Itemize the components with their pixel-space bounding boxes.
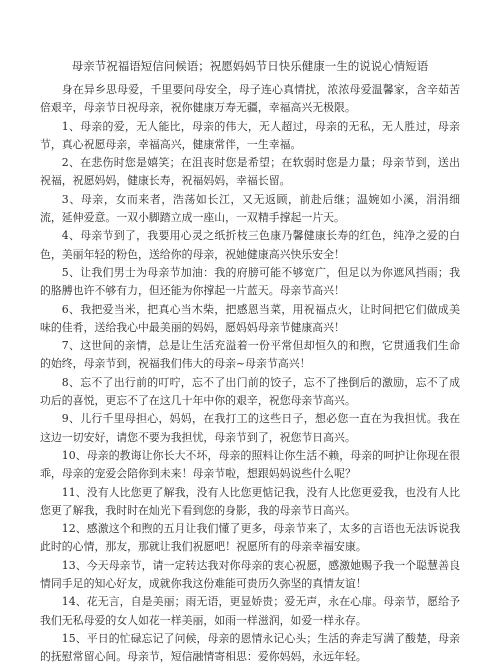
paragraph: 2、在悲伤时您是嬉笑；在沮丧时您是希望；在软弱时您是力量；母亲节到，送出祝福，祝愿妈妈，健康长寿，祝福妈妈，幸福长留。: [40, 156, 460, 188]
paragraph: 9、儿行千里母担心，妈妈，在我打工的这些日子，想必您一直在为我担忧。我在这边一切安好，请您不要为我担忧，母亲节到了，祝您节日高兴。: [40, 412, 460, 444]
paragraph: 10、母亲的教诲让你长大不坏，母亲的照料让你生活不赖，母亲的呵护让你现在很乖，母亲的宠爱会陪你到未来！母亲节啦，想跟妈妈说些什么呢？: [40, 448, 460, 481]
paragraph: 身在异乡思母爱，千里要问母安全，母子连心真情扰，浓浓母爱温馨家，含辛茹苦倍艰辛，母亲节日祝母亲，祝你健康万寿无疆，幸福高兴无极限。: [40, 83, 460, 115]
paragraph: 4、母亲节到了，我要用心灵之纸折枝三色康乃馨健康长寿的红色，纯净之爱的白色，美丽年轻的粉色，送给你的母亲，祝她健康高兴快乐安全！: [40, 229, 460, 261]
paragraph: 1、母亲的爱，无人能比，母亲的伟大，无人超过，母亲的无私，无人胜过，母亲节，真心祝愿母亲，幸福高兴，健康常伴，一生幸福。: [40, 119, 460, 151]
document-body: [40, 81, 460, 667]
paragraph: 14、花无言，自是美丽；雨无语，更显娇贵；爱无声，永在心扉。母亲节，愿给予我们无私母爱的女人如花一样美丽，如雨一样滋润，如爱一样永存。: [40, 595, 460, 627]
paragraph: 11、没有人比您更了解我，没有人比您更惦记我，没有人比您更爱我，也没有人比您更了解我，我时时在灿光下看到您的身影，我的母亲节日高兴。: [40, 485, 460, 517]
paragraph: 3、母亲，女而来者，浩荡如长江，又无返顾，前赴后继；温婉如小溪，涓涓细流，延伸爱意。一双小脚踏立成一座山，一双精手撑起一片天。: [40, 192, 460, 225]
paragraph: 15、平日的忙碌忘记了问候，母亲的恩情永记心头；生活的奔走写满了酸楚，母亲的抚慰常留心间。母亲节，短信融情寄相思：爱你妈妈，永远年轻。: [40, 631, 460, 664]
document-title: 母亲节祝福语短信问候语；祝愿妈妈节日快乐健康一生的说说心情短语: [71, 59, 429, 73]
paragraph: 5、让我们男士为母亲节加油：我的府膀可能不够宽广，但足以为你遮风挡雨；我的胳膊也许不够有力，但还能为你撑起一片蓝天。母亲节高兴！: [40, 265, 460, 298]
paragraph: 12、感激这个和煦的五月让我们懂了更多，母亲节来了，太多的言语也无法诉说我此时的心情，那友，那就让我们祝愿吧！祝愿所有的母亲幸福安康。: [40, 522, 460, 554]
paragraph: 7、这世间的亲情，总是让生活充溢着一份平常但却恒久的和煦，它贯通我们生命的始终，母亲节到，祝福我们伟大的母亲~母亲节高兴！: [40, 339, 460, 371]
paragraph: 13、今天母亲节，请一定转达我对你母亲的衷心祝愿，感激她赐予我一个聪慧善良情同手足的知心好友，成就你我这份难能可贵历久弥坚的真情友谊！: [40, 558, 460, 591]
paragraph: 6、我把爱当米，把真心当木柴，把感恩当菜，用祝福点火，让时间把它们做成美味的佳肴，送给我心中最美丽的妈妈，愿妈妈母亲节健康高兴！: [40, 302, 460, 334]
paragraph: 8、忘不了出行前的叮咛，忘不了出门前的饺子，忘不了挫倒后的激励，忘不了成功后的喜悦，更忘不了在这几十年中你的艰辛，祝您母亲节高兴。: [40, 375, 460, 408]
